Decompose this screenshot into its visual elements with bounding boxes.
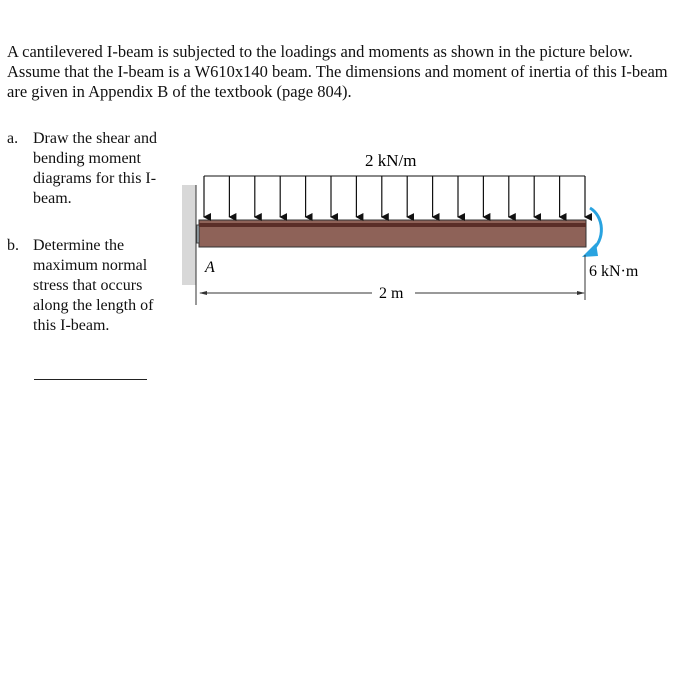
question-a-text: Draw the shear and bending moment diagrams for this I-beam. xyxy=(33,130,157,207)
distributed-load-label: 2 kN/m xyxy=(365,151,417,170)
question-a-label: a. xyxy=(7,130,19,147)
dimension-arrow-left-icon xyxy=(199,291,207,295)
problem-statement: A cantilevered I-beam is subjected to the loadings and moments as shown in the picture below. Assume that the I-beam is a W610x140 beam. The dimensions and moment of inertia of this I-beam are given in Appendix B of the textbook (page 804). xyxy=(7,42,668,101)
moment-label: 6 kN·m xyxy=(589,263,639,280)
support-label-a: A xyxy=(205,259,215,276)
i-beam-flange xyxy=(199,223,586,227)
question-b-text: Determine the maximum normal stress that occurs along the length of this I-beam. xyxy=(33,237,154,334)
length-label: 2 m xyxy=(379,285,404,302)
question-b-label: b. xyxy=(7,237,19,254)
distributed-load-arrows xyxy=(204,176,585,217)
wall-support xyxy=(182,185,196,285)
dimension-arrow-right-icon xyxy=(577,291,585,295)
